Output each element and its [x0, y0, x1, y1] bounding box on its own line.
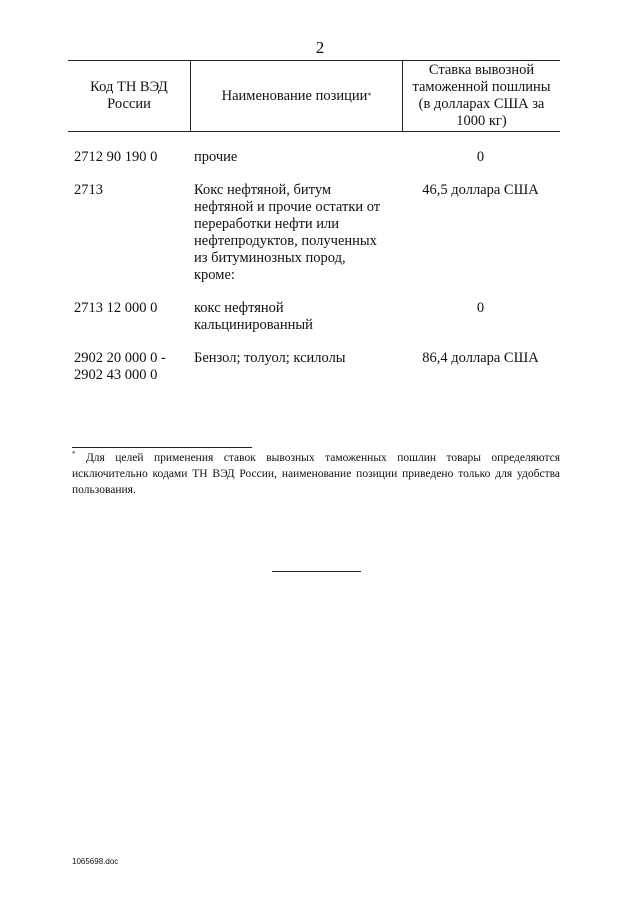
- cell-rate: 86,4 доллара США: [422, 350, 539, 366]
- header-rate-line: (в долларах США за: [418, 96, 545, 112]
- header-rate: [402, 61, 560, 131]
- name-line: нефтяной и прочие остатки от: [194, 199, 381, 215]
- header-rate-line: таможенной пошлины: [412, 79, 551, 95]
- header-code-line: России: [107, 96, 151, 112]
- cell-code: [68, 300, 190, 334]
- table-row: [68, 300, 560, 334]
- header-code-line: Код ТН ВЭД: [90, 79, 168, 95]
- header-code: [68, 61, 190, 131]
- duty-rate-table: [68, 60, 560, 384]
- cell-code: [68, 182, 190, 284]
- name-line: прочие: [194, 149, 238, 165]
- header-rate-line: 1000 кг): [456, 113, 507, 129]
- footnote-marker: *: [72, 450, 76, 459]
- cell-name: [190, 149, 401, 166]
- document-id: 1065698.doc: [72, 857, 119, 866]
- code-line: 2712 90 190 0: [74, 149, 158, 165]
- name-line: из битуминозных пород,: [194, 250, 346, 266]
- code-line: 2902 43 000 0: [74, 367, 158, 383]
- cell-rate: 0: [476, 149, 485, 165]
- footnote: [72, 450, 560, 498]
- header-rate-line: Ставка вывозной: [428, 62, 535, 78]
- name-line: нефтепродуктов, полученных: [194, 233, 377, 249]
- cell-name: [190, 182, 401, 284]
- footnote-text: Для целей применения ставок вывозных таможенных пошлин товары определяются исключительно кодами ТН ВЭД России, наименование позиции приведено только для удобства пользования.: [72, 452, 561, 496]
- cell-code: [68, 350, 190, 384]
- table-row: [68, 350, 560, 384]
- table-header: [68, 60, 560, 132]
- name-line: переработки нефти или: [194, 216, 340, 232]
- footnote-divider: [72, 447, 252, 448]
- header-name: Наименование позиции *: [190, 61, 402, 131]
- name-line: Бензол; толуол; ксилолы: [194, 350, 346, 366]
- cell-name: [190, 350, 401, 384]
- name-line: кокс нефтяной: [194, 300, 284, 316]
- header-name-text: Наименование позиции: [221, 87, 368, 104]
- table-row: [68, 182, 560, 284]
- cell-name: [190, 300, 401, 334]
- name-line: кроме:: [194, 267, 235, 283]
- table-row: [68, 149, 560, 166]
- name-line: Кокс нефтяной, битум: [194, 182, 332, 198]
- end-divider: [272, 571, 361, 572]
- code-line: 2713: [74, 182, 103, 198]
- cell-code: [68, 149, 190, 166]
- code-line: 2902 20 000 0 -: [74, 350, 166, 366]
- cell-rate: 0: [476, 300, 485, 316]
- code-line: 2713 12 000 0: [74, 300, 158, 316]
- cell-rate: 46,5 доллара США: [422, 182, 539, 198]
- page-number: 2: [315, 38, 325, 57]
- name-line: кальцинированный: [194, 317, 313, 333]
